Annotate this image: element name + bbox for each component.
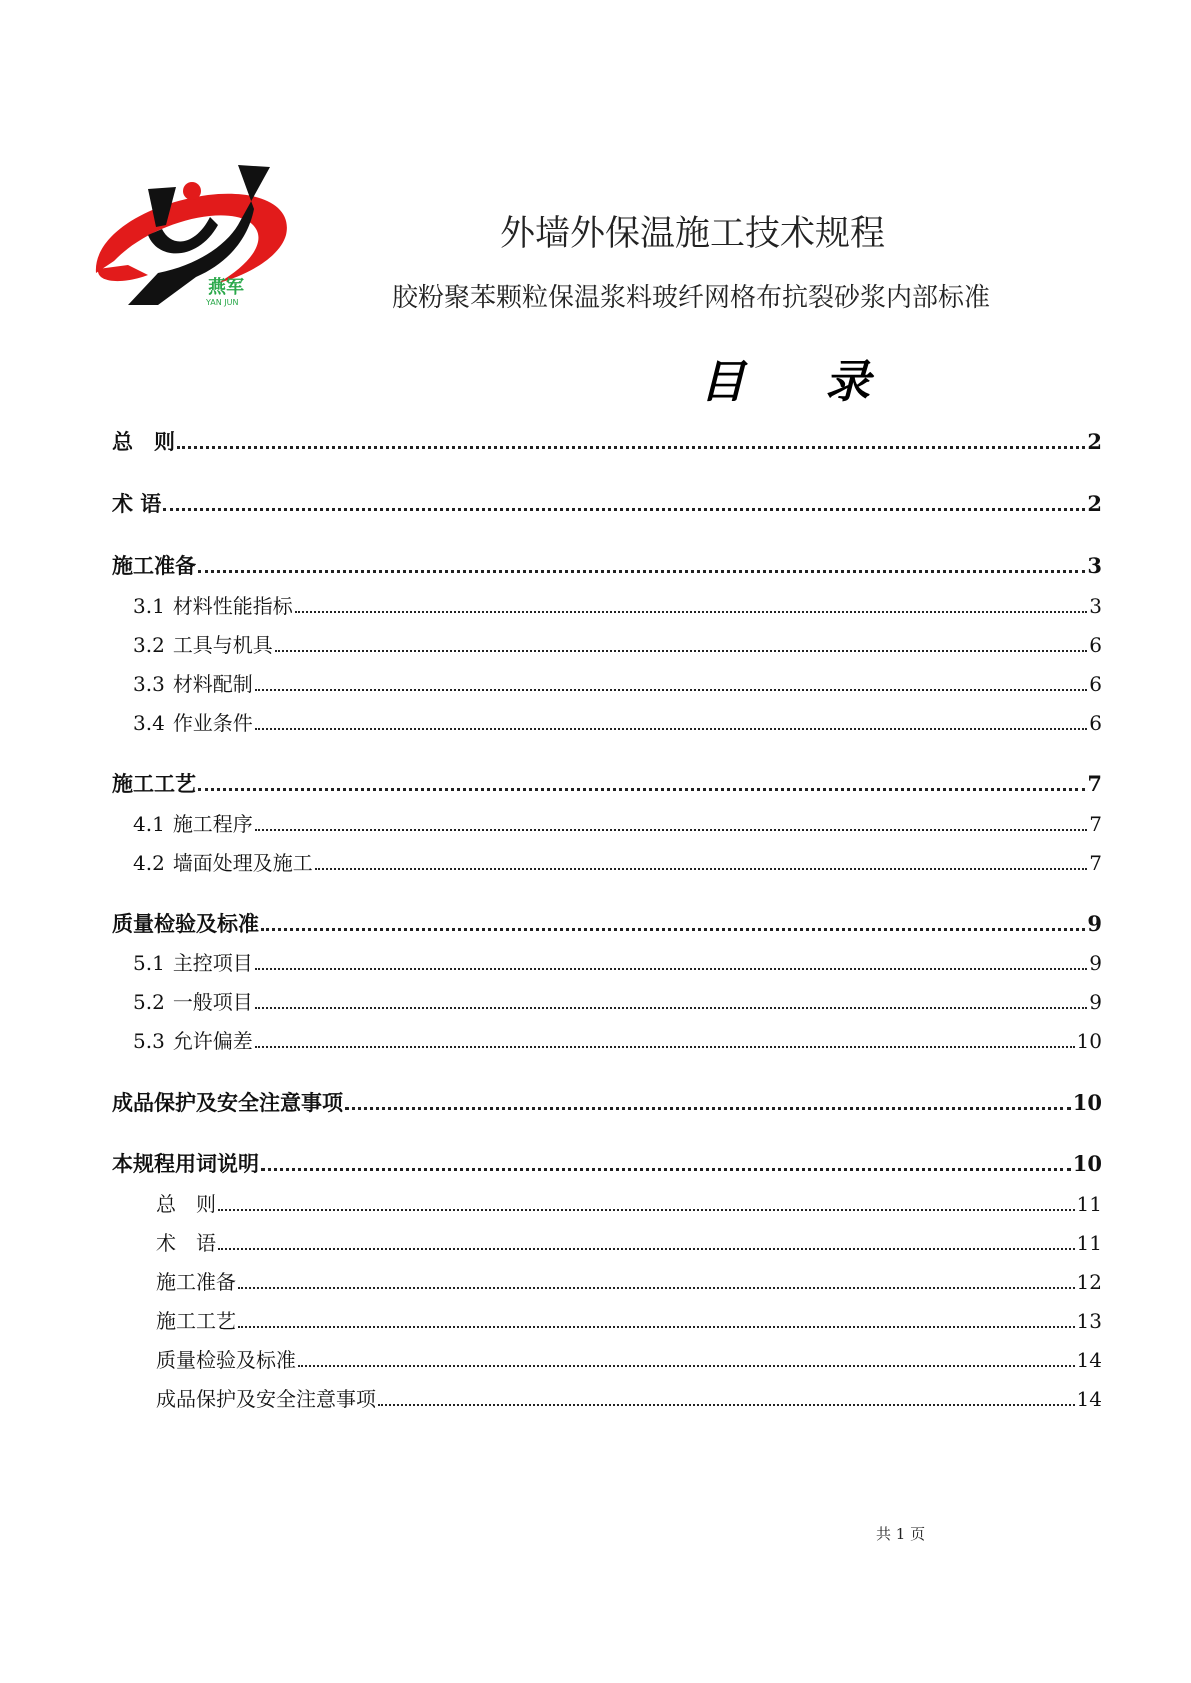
toc-entry[interactable] [112, 1305, 1102, 1335]
toc-dot-leader [295, 610, 1087, 613]
toc-entry-number: 4.1 [133, 812, 165, 836]
page-footer: 共 1 页 [876, 1525, 926, 1543]
toc-entry-label: 施工工艺 [156, 1309, 236, 1333]
toc-entry-page-number: 14 [1076, 1348, 1102, 1372]
toc-entry-page-number: 10 [1076, 1029, 1102, 1053]
toc-entry[interactable] [112, 1148, 1102, 1178]
company-logo [88, 165, 293, 315]
toc-dot-leader [255, 1006, 1087, 1009]
toc-entry-page-number: 11 [1076, 1231, 1102, 1255]
toc-dot-leader [238, 1286, 1075, 1289]
toc-dot-leader [238, 1325, 1075, 1328]
toc-entry-page-number: 6 [1089, 711, 1102, 735]
toc-entry-page-number: 14 [1076, 1387, 1102, 1411]
toc-entry-number: 5.3 [133, 1029, 165, 1053]
toc-entry-page-number: 7 [1089, 851, 1102, 875]
toc-entry[interactable] [112, 1266, 1102, 1296]
toc-entry-label: 工具与机具 [172, 633, 273, 657]
toc-entry[interactable] [112, 426, 1102, 456]
toc-entry-page-number: 13 [1076, 1309, 1102, 1333]
toc-dot-leader [255, 688, 1087, 691]
toc-entry-page-number: 3 [1087, 553, 1102, 578]
toc-entry-number: 5.2 [133, 990, 165, 1014]
toc-entry[interactable] [112, 590, 1102, 620]
toc-entry[interactable] [112, 629, 1102, 659]
toc-entry-page-number: 9 [1089, 951, 1102, 975]
toc-entry[interactable] [112, 1383, 1102, 1413]
toc-dot-leader [255, 727, 1087, 730]
toc-entry-number: 3.2 [133, 633, 165, 657]
toc-entry-page-number: 10 [1072, 1090, 1102, 1115]
toc-entry-label: 施工准备 [112, 554, 196, 578]
toc-dot-leader [261, 1167, 1071, 1171]
toc-entry[interactable] [112, 550, 1102, 580]
toc-entry-page-number: 10 [1072, 1151, 1102, 1176]
toc-entry[interactable] [112, 668, 1102, 698]
toc-entry-page-number: 9 [1087, 911, 1102, 936]
toc-dot-leader [163, 507, 1085, 511]
toc-entry-label: 总 则 [112, 430, 175, 454]
toc-entry-label: 施工准备 [156, 1270, 236, 1294]
toc-dot-leader [198, 569, 1085, 573]
toc-dot-leader [255, 828, 1087, 831]
toc-entry-label: 墙面处理及施工 [172, 851, 313, 875]
toc-entry-label: 成品保护及安全注意事项 [112, 1091, 343, 1115]
toc-entry[interactable] [112, 488, 1102, 518]
toc-entry-page-number: 12 [1076, 1270, 1102, 1294]
toc-entry[interactable] [112, 768, 1102, 798]
logo-graphic [88, 165, 293, 315]
toc-entry[interactable] [112, 808, 1102, 838]
toc-entry-label: 作业条件 [172, 711, 253, 735]
toc-dot-leader [315, 867, 1087, 870]
toc-dot-leader [275, 649, 1087, 652]
toc-heading: 目录 [700, 355, 951, 408]
toc-entry-number: 3.3 [133, 672, 165, 696]
toc-entry-label: 术 语 [112, 492, 162, 516]
toc-entry-number: 4.2 [133, 851, 165, 875]
logo-cn-text: 燕军 [208, 277, 244, 298]
toc-entry[interactable] [112, 986, 1102, 1016]
toc-entry-label: 施工程序 [172, 812, 253, 836]
toc-entry-label: 材料配制 [172, 672, 253, 696]
toc-entry-label: 总 则 [156, 1192, 216, 1216]
toc-entry[interactable] [112, 1344, 1102, 1374]
toc-entry-label: 术 语 [156, 1231, 216, 1255]
toc-entry-number: 5.1 [133, 951, 165, 975]
toc-entry-label: 本规程用词说明 [112, 1152, 259, 1176]
toc-entry[interactable] [112, 1025, 1102, 1055]
toc-entry-label: 质量检验及标准 [112, 912, 259, 936]
toc-entry-page-number: 6 [1089, 633, 1102, 657]
toc-dot-leader [345, 1106, 1071, 1110]
toc-entry[interactable] [112, 847, 1102, 877]
toc-entry-number: 3.4 [133, 711, 165, 735]
toc-dot-leader [198, 787, 1085, 791]
toc-dot-leader [218, 1208, 1075, 1211]
toc-entry-page-number: 7 [1087, 771, 1102, 796]
toc-dot-leader [378, 1403, 1075, 1406]
toc-entry-label: 一般项目 [172, 990, 253, 1014]
toc-entry-label: 质量检验及标准 [156, 1348, 296, 1372]
toc-dot-leader [255, 967, 1087, 970]
logo-en-text: YAN JUN [206, 298, 239, 307]
toc-entry[interactable] [112, 707, 1102, 737]
toc-entry[interactable] [112, 1087, 1102, 1117]
toc-entry[interactable] [112, 947, 1102, 977]
toc-dot-leader [255, 1045, 1075, 1048]
toc-entry-label: 主控项目 [172, 951, 253, 975]
document-title: 外墙外保温施工技术规程 [500, 214, 886, 254]
toc-entry-page-number: 11 [1076, 1192, 1102, 1216]
toc-entry-label: 成品保护及安全注意事项 [156, 1387, 376, 1411]
toc-entry-page-number: 6 [1089, 672, 1102, 696]
toc-dot-leader [298, 1364, 1075, 1367]
toc-entry-page-number: 2 [1087, 491, 1102, 516]
toc-entry[interactable] [112, 1227, 1102, 1257]
toc-entry-page-number: 7 [1089, 812, 1102, 836]
toc-entry-page-number: 9 [1089, 990, 1102, 1014]
toc-entry-label: 材料性能指标 [172, 594, 293, 618]
toc-entry-label: 允许偏差 [172, 1029, 253, 1053]
toc-entry-page-number: 2 [1087, 429, 1102, 454]
toc-dot-leader [218, 1247, 1075, 1250]
document-subtitle: 胶粉聚苯颗粒保温浆料玻纤网格布抗裂砂浆内部标准 [392, 283, 991, 313]
toc-entry[interactable] [112, 908, 1102, 938]
toc-entry-label: 施工工艺 [112, 772, 196, 796]
toc-entry-number: 3.1 [133, 594, 165, 618]
toc-dot-leader [177, 445, 1085, 449]
toc-entry[interactable] [112, 1188, 1102, 1218]
toc-dot-leader [261, 927, 1085, 931]
toc-entry-page-number: 3 [1089, 594, 1102, 618]
